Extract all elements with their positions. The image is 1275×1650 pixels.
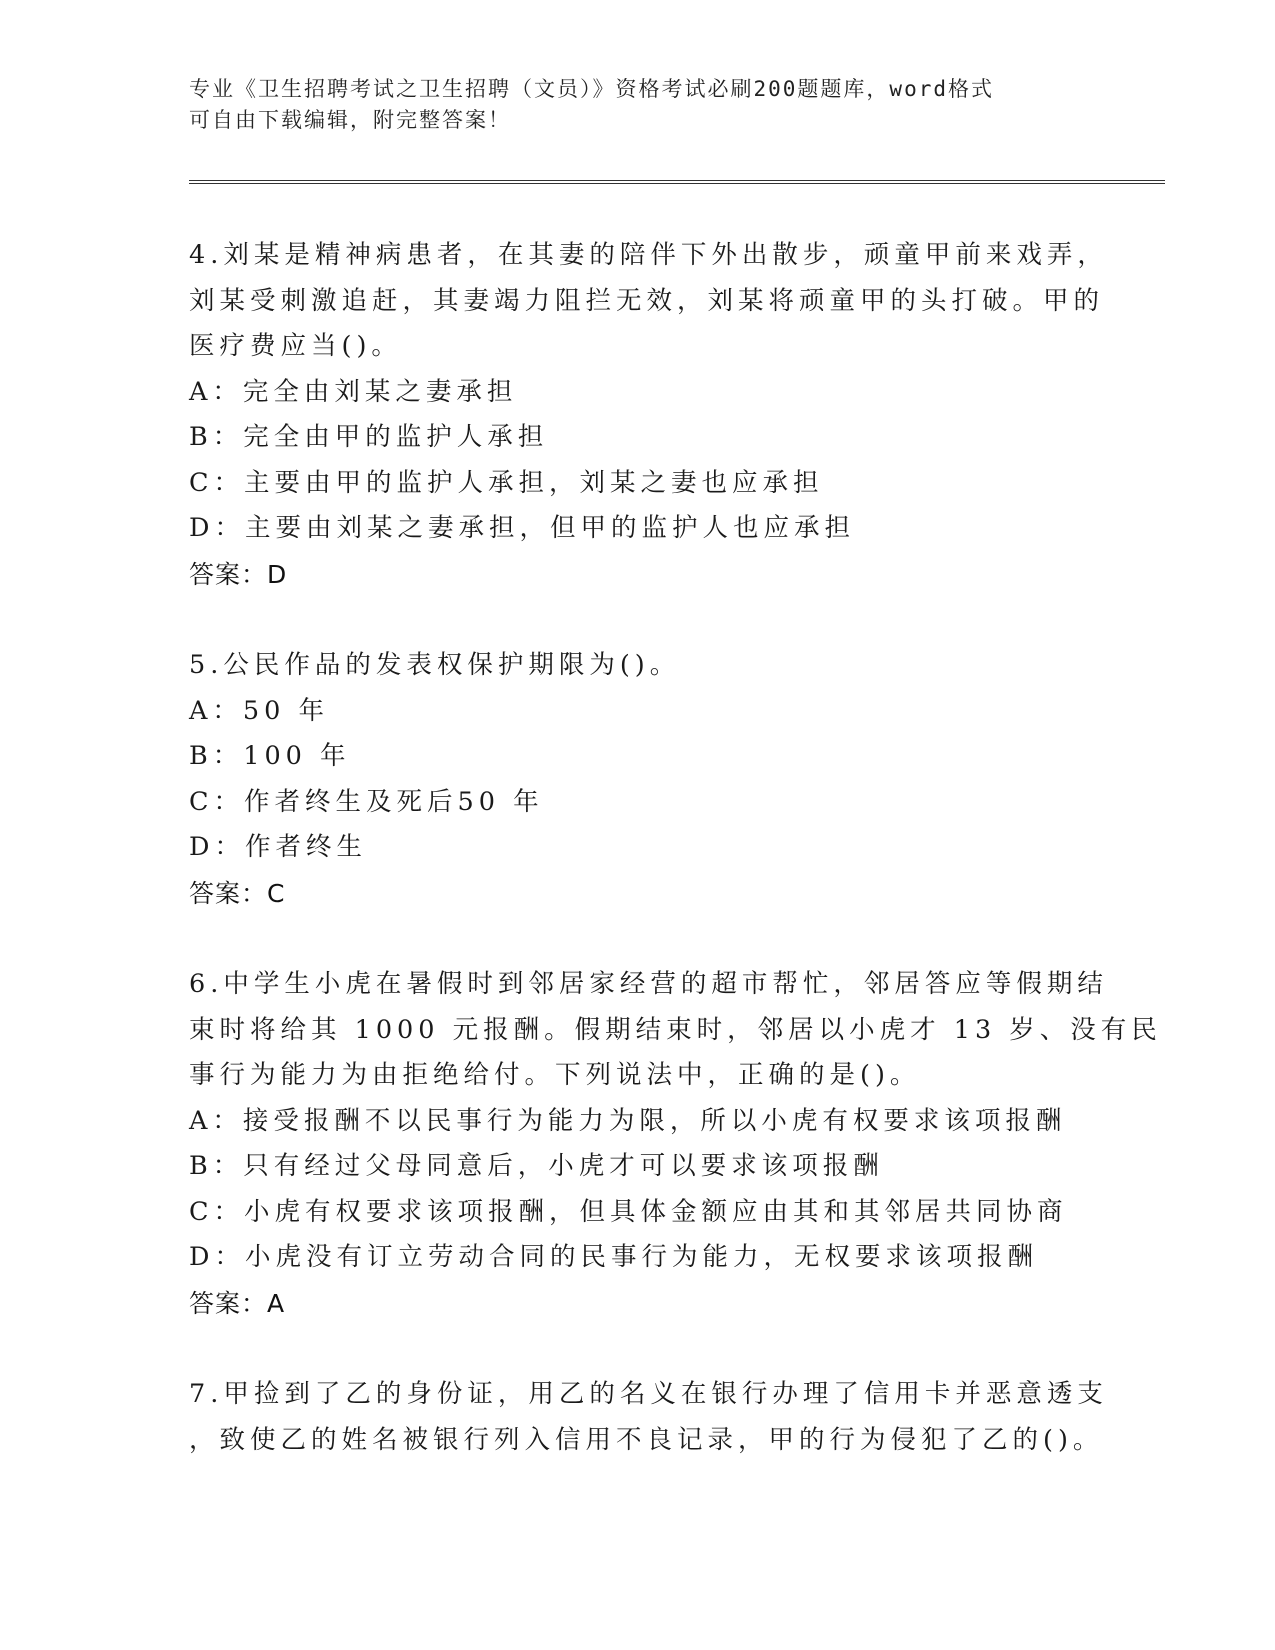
question-stem-line: 刘某受刺激追赶，其妻竭力阻拦无效，刘某将顽童甲的头打破。甲的 — [189, 285, 1105, 316]
question-5 — [189, 643, 1069, 916]
question-stem-line: 7.甲捡到了乙的身份证，用乙的名义在银行办理了信用卡并恶意透支 — [189, 1379, 1108, 1409]
option-d: D：小虎没有订立劳动合同的民事行为能力，无权要求该项报酬 — [189, 1242, 1038, 1272]
option-c: C：主要由甲的监护人承担，刘某之妻也应承担 — [189, 467, 824, 498]
question-4 — [189, 233, 1108, 597]
question-spacer — [189, 916, 1069, 962]
question-spacer — [189, 597, 1069, 643]
option-d: D：作者终生 — [189, 832, 367, 862]
option-c: C：小虎有权要求该项报酬，但具体金额应由其和其邻居共同协商 — [189, 1196, 1068, 1227]
answer-line: 答案：C — [189, 878, 286, 908]
question-stem-line: 束时将给其 1000 元报酬。假期结束时，邻居以小虎才 13 岁、没有民 — [189, 1014, 1162, 1045]
header-divider — [189, 180, 1165, 184]
option-a: A：接受报酬不以民事行为能力为限，所以小虎有权要求该项报酬 — [189, 1105, 1067, 1136]
option-d: D：主要由刘某之妻承担，但甲的监护人也应承担 — [189, 513, 855, 543]
question-stem-line: 医疗费应当()。 — [189, 331, 402, 361]
document-header — [189, 74, 1069, 136]
header-title-line-1: 专业《卫生招聘考试之卫生招聘（文员）》资格考试必刷200题题库，word格式 — [189, 77, 994, 101]
answer-line: 答案：A — [189, 1288, 286, 1318]
option-c: C：作者终生及死后50 年 — [189, 786, 544, 817]
question-stem-line: 事行为能力为由拒绝给付。下列说法中，正确的是()。 — [189, 1060, 921, 1090]
option-a: A：50 年 — [189, 695, 329, 726]
question-7 — [189, 1372, 1108, 1463]
question-stem-line: ，致使乙的姓名被银行列入信用不良记录，甲的行为侵犯了乙的()。 — [189, 1424, 1104, 1455]
question-6 — [189, 962, 1162, 1326]
header-title-line-2: 可自由下载编辑，附完整答案！ — [189, 108, 511, 132]
document-body — [189, 233, 1162, 1463]
question-stem-line: 4.刘某是精神病患者，在其妻的陪伴下外出散步，顽童甲前来戏弄， — [189, 240, 1108, 270]
option-b: B：100 年 — [189, 741, 351, 771]
question-stem-line: 5.公民作品的发表权保护期限为()。 — [189, 650, 681, 680]
question-spacer — [189, 1326, 1069, 1372]
option-b: B：完全由甲的监护人承担 — [189, 422, 549, 452]
question-stem-line: 6.中学生小虎在暑假时到邻居家经营的超市帮忙，邻居答应等假期结 — [189, 969, 1108, 999]
option-b: B：只有经过父母同意后，小虎才可以要求该项报酬 — [189, 1151, 884, 1181]
answer-line: 答案：D — [189, 559, 288, 589]
option-a: A：完全由刘某之妻承担 — [189, 376, 518, 407]
